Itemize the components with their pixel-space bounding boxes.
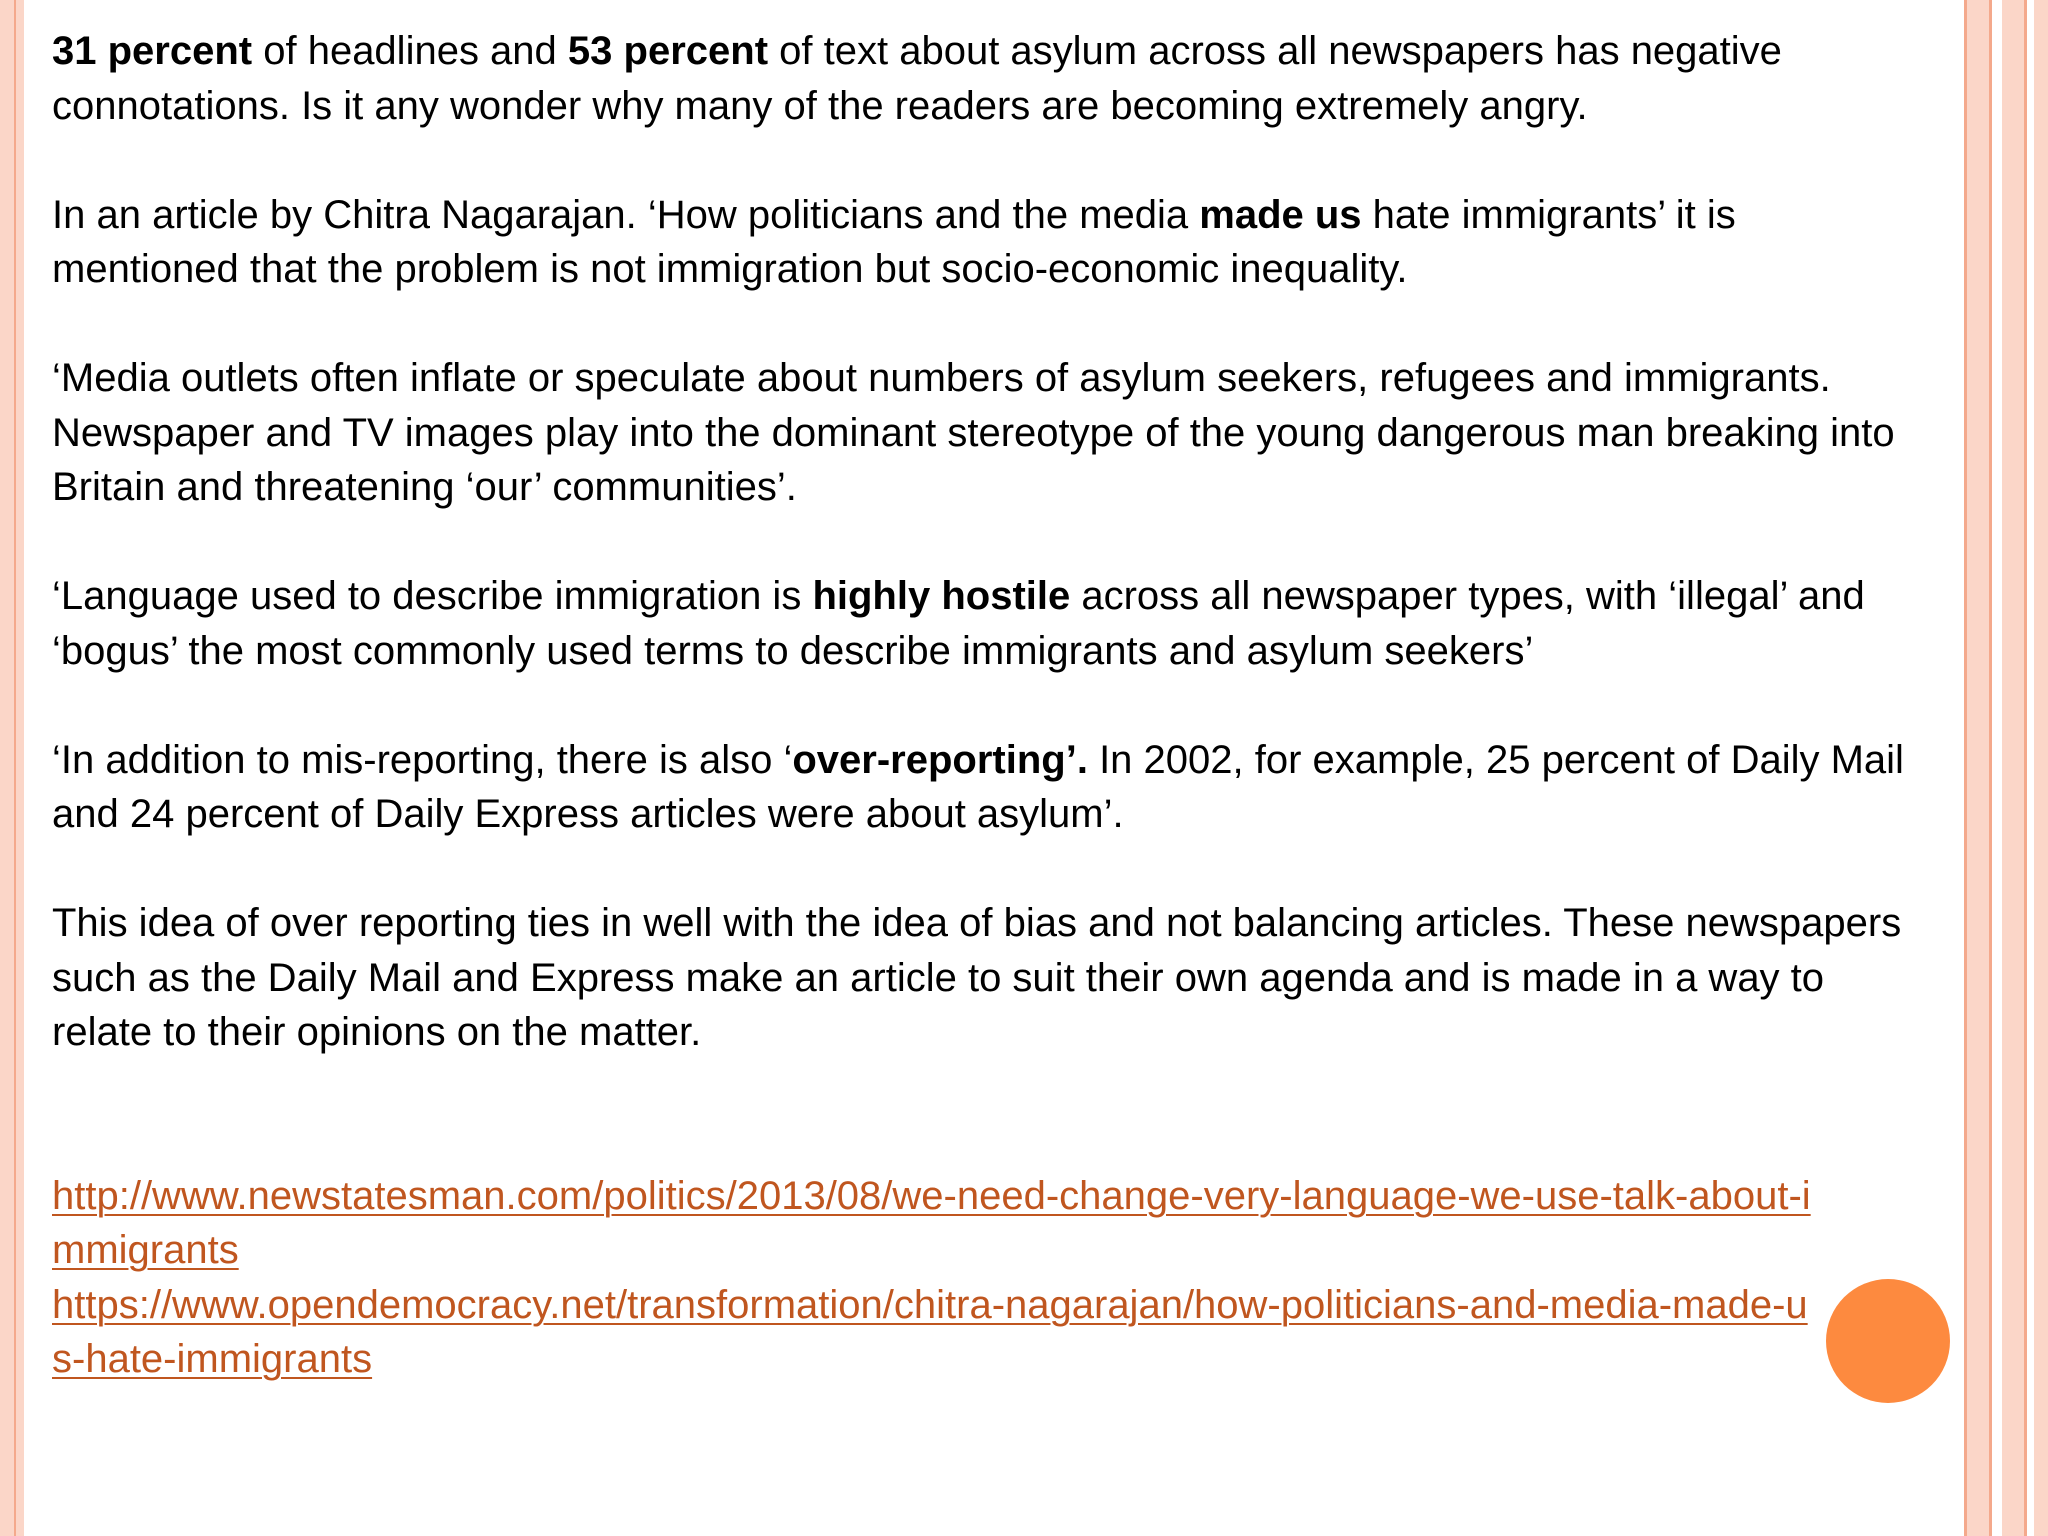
paragraph-text: This idea of over reporting ties in well with the idea of bias and not balancing articles. These newspapers such as the Daily Mail and Express make an article to suit their own agenda and is made in a way to relate to their opinions on the matter.	[52, 901, 1902, 1054]
paragraph-text: In an article by Chitra Nagarajan. ‘How politicians and the media	[52, 192, 1200, 237]
paragraph-text: ‘In addition to mis-reporting, there is also ‘	[52, 737, 793, 782]
paragraph-text: across all newspaper types, with ‘illegal’ and ‘bogus’ the most commonly used terms to describe immigrants and asylum seekers’	[52, 574, 1865, 673]
bold-53-percent: 53 percent	[567, 29, 769, 73]
bold-made-us: made us	[1199, 192, 1362, 237]
right-border-band	[2002, 0, 2024, 1536]
link-opendemocracy[interactable]: https://www.opendemocracy.net/transformation/chitra-nagarajan/how-politicians-and-media-made-us-hate-immigrants	[52, 1282, 1808, 1381]
paragraph-text: ‘Media outlets often inflate or speculate about numbers of asylum seekers, refugees and immigrants. Newspaper and TV images play into the dominant stereotype of the young dangerous man breaking into Britain and threatening ‘our’ communities’.	[52, 356, 1895, 509]
left-border-line	[14, 0, 16, 1536]
paragraph-media-outlets-quote	[52, 351, 1932, 515]
right-border-line	[1989, 0, 1992, 1536]
link-newstatesman[interactable]: http://www.newstatesman.com/politics/2013/08/we-need-change-very-language-we-use-talk-about-immigrants	[52, 1173, 1811, 1272]
right-decorative-border	[1958, 0, 2048, 1536]
bold-highly-hostile: highly hostile	[812, 574, 1071, 618]
paragraph-language-quote	[52, 569, 1932, 678]
right-border-band	[2034, 0, 2048, 1536]
bold-over-reporting: over-reporting’.	[792, 737, 1088, 782]
right-border-band	[1967, 0, 1989, 1536]
paragraph-negative-connotations	[52, 24, 1932, 133]
paragraph-nagarajan-article	[52, 188, 1932, 297]
paragraph-text: of text about asylum across all newspapers has negative connotations. Is it any wonder why many of the readers are becoming extremely angry.	[52, 29, 1782, 128]
orange-circle-decoration	[1826, 1279, 1950, 1403]
paragraph-text: hate immigrants’ it is mentioned that the problem is not immigration but socio-economic inequality.	[52, 192, 1736, 291]
paragraph-bias-conclusion	[52, 896, 1932, 1060]
paragraph-text: In 2002, for example, 25 percent of Daily Mail and 24 percent of Daily Express articles were about asylum’.	[52, 737, 1904, 836]
bold-31-percent: 31 percent	[52, 29, 253, 73]
paragraph-text: ‘Language used to describe immigration is	[52, 574, 813, 618]
reference-links	[52, 1169, 1932, 1387]
right-border-line	[2024, 0, 2027, 1536]
left-decorative-border	[0, 0, 24, 1536]
paragraph-over-reporting-quote	[52, 733, 1932, 842]
slide-body	[52, 24, 1932, 1387]
paragraph-text: of headlines and	[252, 29, 568, 73]
